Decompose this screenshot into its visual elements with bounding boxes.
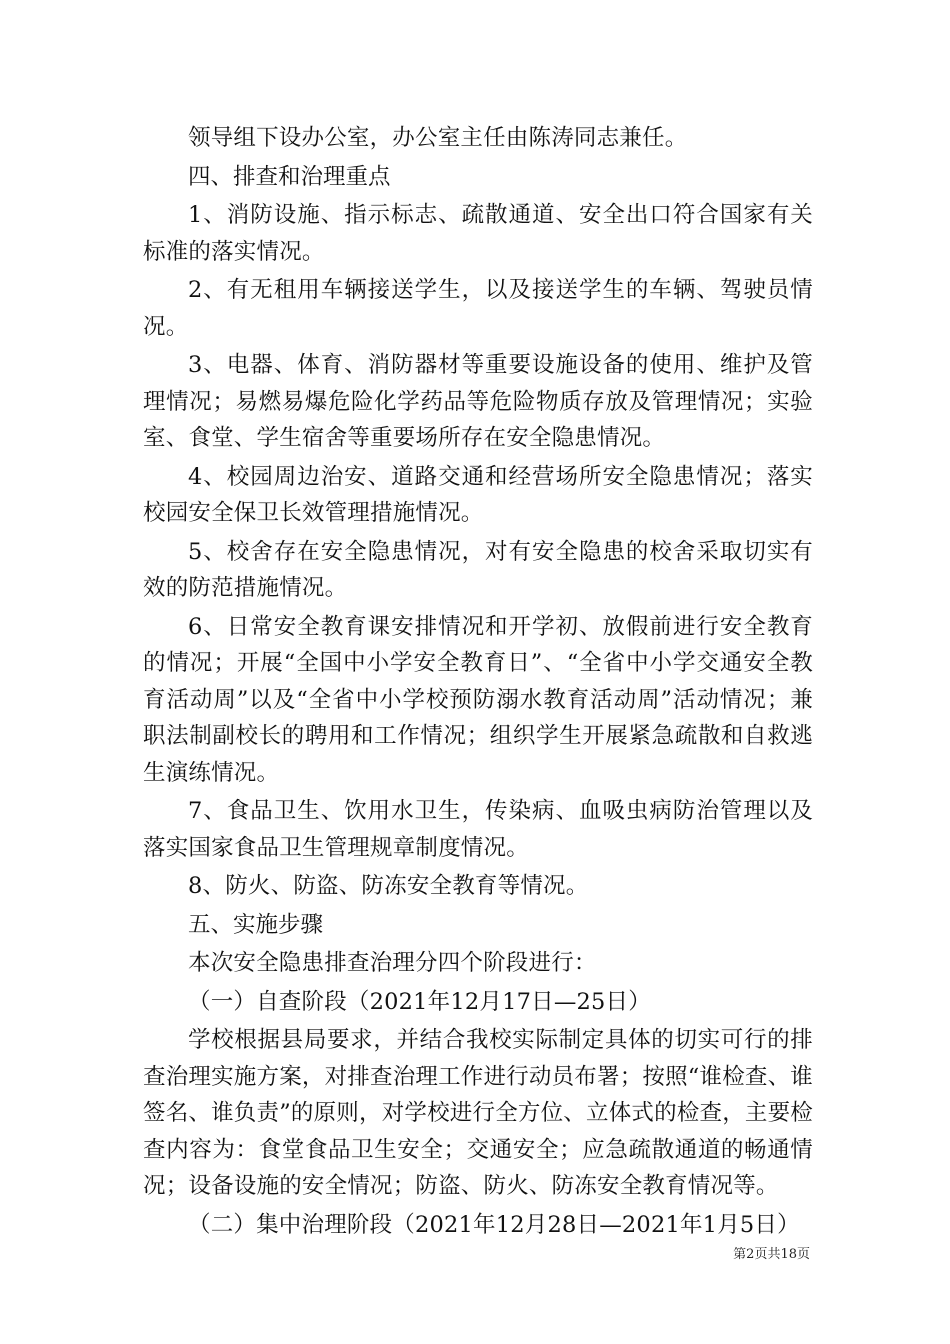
- paragraph-item-2: 2、有无租用车辆接送学生，以及接送学生的车辆、驾驶员情况。: [143, 277, 813, 340]
- paragraph-item-6: 6、日常安全教育课安排情况和开学初、放假前进行安全教育的情况；开展“全国中小学安全教育日”、“全省中小学交通安全教育活动周”以及“全省中小学校预防溺水教育活动周”活动情况；兼职法制副校长的聘用和工作情况；组织学生开展紧急疏散和自救逃生演练情况。: [143, 613, 813, 786]
- section-heading-4: 四、排查和治理重点: [188, 163, 391, 190]
- paragraph-stage-1-body: 学校根据县局要求，并结合我校实际制定具体的切实可行的排查治理实施方案，对排查治理工作进行动员布署；按照“谁检查、谁签名、谁负责”的原则，对学校进行全方位、立体式的检查，主要检查内容为：食堂食品卫生安全；交通安全；应急疏散通道的畅通情况；设备设施的安全情况；防盗、防火、防冻安全教育情况等。: [143, 1027, 814, 1199]
- paragraph-item-5: 5、校舍存在安全隐患情况，对有安全隐患的校舍采取切实有效的防范措施情况。: [143, 538, 813, 601]
- paragraph-item-7: 7、食品卫生、饮用水卫生，传染病、血吸虫病防治管理以及落实国家食品卫生管理规章制度情况。: [143, 798, 813, 861]
- paragraph-office: 领导组下设办公室，办公室主任由陈涛同志兼任。: [188, 125, 688, 151]
- paragraph-stages-intro: 本次安全隐患排查治理分四个阶段进行：: [188, 950, 597, 976]
- paragraph-stage-1-title: （一）自查阶段（2021年12月17日—25日）: [188, 988, 651, 1015]
- page-number: 第2页共18页: [733, 1247, 810, 1262]
- section-heading-5: 五、实施步骤: [188, 911, 324, 938]
- paragraph-item-3: 3、电器、体育、消防器材等重要设施设备的使用、维护及管理情况；易燃易爆危险化学药品等危险物质存放及管理情况；实验室、食堂、学生宿舍等重要场所存在安全隐患情况。: [143, 352, 813, 451]
- document-body: [143, 120, 813, 1245]
- paragraph-item-1: 1、消防设施、指示标志、疏散通道、安全出口符合国家有关标准的落实情况。: [143, 202, 813, 265]
- paragraph-item-8: 8、防火、防盗、防冻安全教育等情况。: [188, 873, 589, 899]
- paragraph-item-4: 4、校园周边治安、道路交通和经营场所安全隐患情况；落实校园安全保卫长效管理措施情况。: [143, 463, 813, 526]
- paragraph-stage-2-title: （二）集中治理阶段（2021年12月28日—2021年1月5日）: [188, 1211, 800, 1238]
